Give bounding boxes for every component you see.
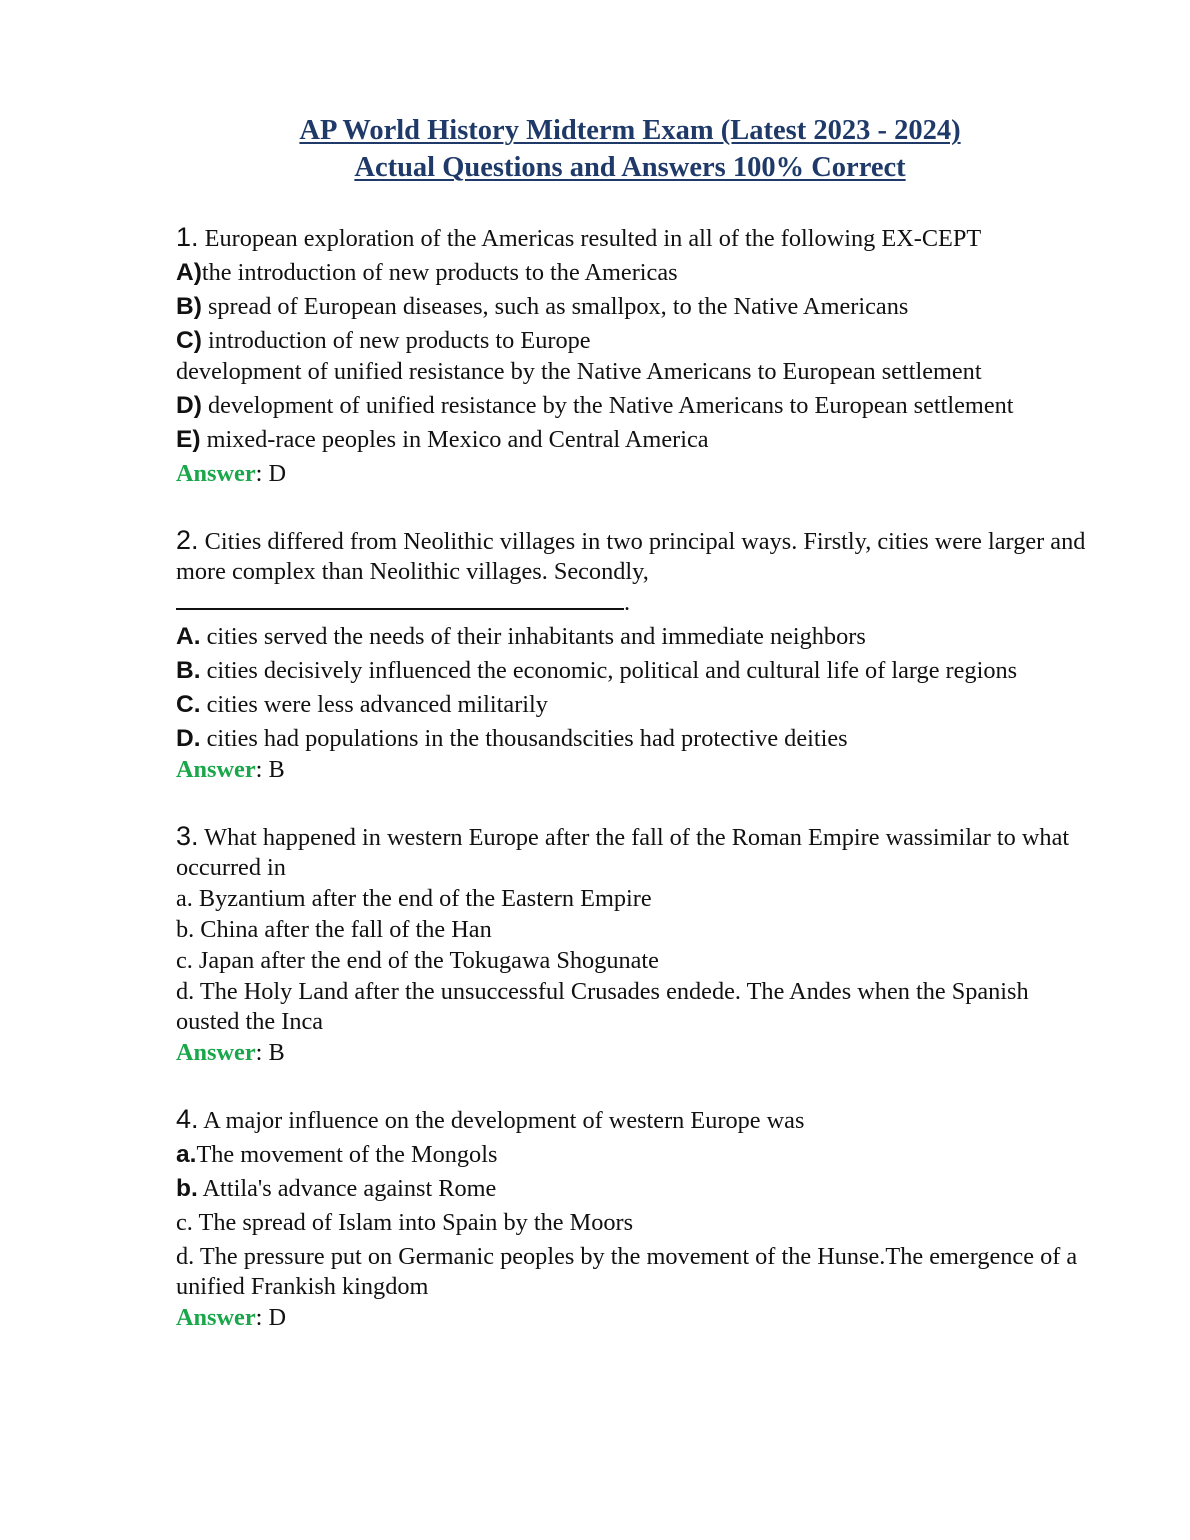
- option-letter: a.: [176, 1141, 197, 1168]
- question-4: [176, 1104, 1096, 1333]
- option-c: [176, 690, 1096, 720]
- question-number: 1.: [176, 222, 199, 252]
- question-stem: [176, 525, 1096, 587]
- answer-value: : B: [255, 1039, 285, 1066]
- option-text: cities decisively influenced the economic, political and cultural life of large regions: [206, 657, 1018, 684]
- answer-line: [176, 755, 1096, 785]
- answer-label: Answer: [176, 460, 256, 487]
- option-d: [176, 724, 1096, 754]
- question-text: What happened in western Europe after the fall of the Roman Empire wassimilar to what occurred in: [176, 824, 1070, 881]
- option-letter: b.: [176, 1175, 198, 1202]
- option-text: mixed-race peoples in Mexico and Central America: [206, 426, 709, 453]
- option-text: Attila's advance against Rome: [202, 1175, 497, 1202]
- option-d: [176, 977, 1096, 1037]
- question-1: [176, 222, 1096, 489]
- answer-value: : B: [255, 756, 285, 783]
- option-c: [176, 1208, 1096, 1238]
- option-c: [176, 326, 1096, 356]
- answer-label: Answer: [176, 1304, 256, 1331]
- blank-end: .: [624, 589, 631, 616]
- option-b: [176, 1174, 1096, 1204]
- option-text: the introduction of new products to the Americas: [201, 259, 678, 286]
- answer-value: : D: [255, 1304, 287, 1331]
- question-number: 3.: [176, 821, 199, 851]
- option-b: [176, 292, 1096, 322]
- question-stem: [176, 1104, 1096, 1136]
- option-text: development of unified resistance by the Native Americans to European settlement: [176, 358, 982, 385]
- option-a: [176, 884, 1096, 914]
- answer-value: : D: [255, 460, 287, 487]
- question-text: Cities differed from Neolithic villages in two principal ways. Firstly, cities were larger and more complex than Neolithic villages. Secondly,: [176, 528, 1086, 585]
- answer-line: [176, 1038, 1096, 1068]
- option-letter: E): [176, 426, 201, 453]
- option-text: b. China after the fall of the Han: [176, 916, 492, 943]
- question-number: 2.: [176, 525, 199, 555]
- answer-blank: [176, 588, 1096, 618]
- option-d: [176, 1242, 1096, 1302]
- question-stem: [176, 222, 1096, 254]
- answer-label: Answer: [176, 1039, 256, 1066]
- option-text: d. The pressure put on Germanic peoples by the movement of the Hunse.The emergence of a unified Frankish kingdom: [176, 1243, 1078, 1300]
- option-text: introduction of new products to Europe: [207, 327, 591, 354]
- answer-line: [176, 459, 1096, 489]
- option-b: [176, 915, 1096, 945]
- option-letter: B): [176, 293, 202, 320]
- option-text: cities had populations in the thousandscities had protective deities: [206, 725, 848, 752]
- option-letter: D): [176, 392, 202, 419]
- option-text: c. Japan after the end of the Tokugawa Shogunate: [176, 947, 659, 974]
- answer-line: [176, 1303, 1096, 1333]
- blank-line: [176, 592, 624, 610]
- question-text: European exploration of the Americas resulted in all of the following EX-CEPT: [204, 225, 982, 252]
- option-text: a. Byzantium after the end of the Eastern Empire: [176, 885, 652, 912]
- option-letter: C.: [176, 691, 201, 718]
- question-2: [176, 525, 1096, 785]
- option-text: spread of European diseases, such as smallpox, to the Native Americans: [207, 293, 909, 320]
- option-letter: A): [176, 259, 202, 286]
- option-text: cities served the needs of their inhabitants and immediate neighbors: [206, 623, 866, 650]
- title-line-2: Actual Questions and Answers 100% Correct: [354, 152, 906, 183]
- option-a: [176, 258, 1096, 288]
- option-a: [176, 1140, 1096, 1170]
- option-text: development of unified resistance by the Native Americans to European settlement: [207, 392, 1014, 419]
- option-a: [176, 622, 1096, 652]
- question-text: A major influence on the development of western Europe was: [203, 1107, 805, 1134]
- question-stem: [176, 821, 1096, 883]
- option-c: [176, 946, 1096, 976]
- title-line-1: AP World History Midterm Exam (Latest 2023 - 2024): [299, 115, 961, 146]
- question-list: [176, 222, 1096, 1369]
- document-title: [0, 112, 1190, 186]
- question-number: 4.: [176, 1104, 199, 1134]
- option-text: c. The spread of Islam into Spain by the Moors: [176, 1209, 634, 1236]
- option-e: [176, 425, 1096, 455]
- option-letter: B.: [176, 657, 201, 684]
- option-text: d. The Holy Land after the unsuccessful Crusades endede. The Andes when the Spanish ousted the Inca: [176, 978, 1029, 1035]
- option-letter: A.: [176, 623, 201, 650]
- option-text: The movement of the Mongols: [196, 1141, 498, 1168]
- option-text: cities were less advanced militarily: [206, 691, 548, 718]
- question-3: [176, 821, 1096, 1068]
- option-d: [176, 391, 1096, 421]
- option-letter: D.: [176, 725, 201, 752]
- answer-label: Answer: [176, 756, 256, 783]
- option-letter: C): [176, 327, 202, 354]
- option-b: [176, 656, 1096, 686]
- option-unlabeled: [176, 357, 1096, 387]
